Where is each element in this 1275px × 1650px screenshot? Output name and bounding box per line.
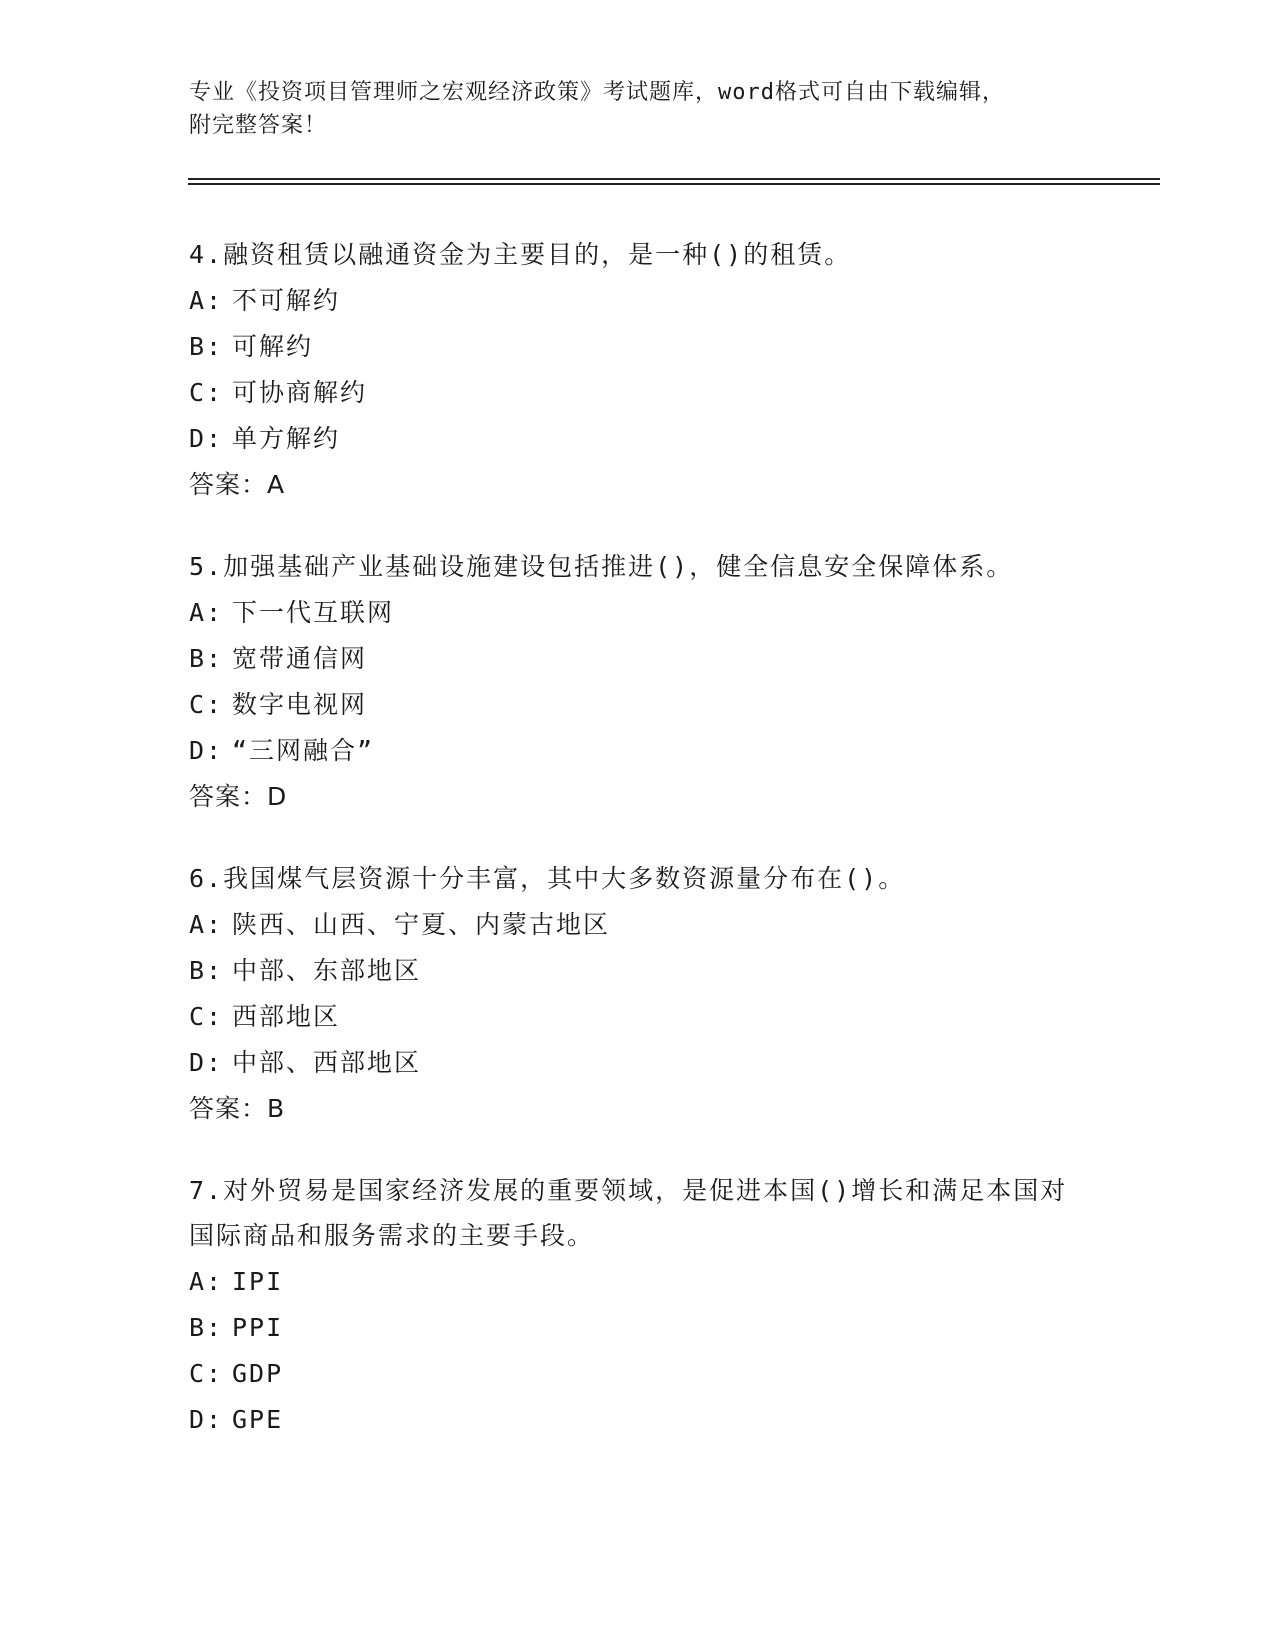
option-text: “三网融合”: [232, 736, 375, 765]
header-divider-top: [188, 178, 1160, 180]
option-letter: B:: [189, 332, 224, 361]
option-text: 不可解约: [232, 286, 341, 315]
option-letter: A:: [189, 910, 224, 939]
option-d: [189, 728, 1089, 774]
option-text: 可协商解约: [232, 378, 368, 407]
question-list: [189, 232, 1089, 1479]
option-text: 中部、西部地区: [232, 1048, 422, 1077]
option-a: [189, 902, 1089, 948]
option-c: [189, 370, 1089, 416]
option-a: [189, 1259, 1089, 1305]
option-text: GPE: [232, 1405, 284, 1434]
option-letter: A:: [189, 1267, 224, 1296]
header-divider-bottom: [188, 183, 1160, 185]
question-stem: 5.加强基础产业基础设施建设包括推进()，健全信息安全保障体系。: [189, 552, 1014, 581]
option-a: [189, 590, 1089, 636]
option-text: 下一代互联网: [232, 598, 395, 627]
option-b: [189, 948, 1089, 994]
option-text: 单方解约: [232, 424, 341, 453]
option-letter: A:: [189, 286, 224, 315]
option-text: 陕西、山西、宁夏、内蒙古地区: [232, 910, 611, 939]
option-text: 可解约: [232, 332, 314, 361]
question-stem: 7.对外贸易是国家经济发展的重要领域，是促进本国()增长和满足本国对国际商品和服务需求的主要手段。: [189, 1176, 1068, 1250]
document-header: [189, 76, 1089, 142]
option-letter: B:: [189, 644, 224, 673]
option-letter: C:: [189, 690, 224, 719]
option-letter: D:: [189, 736, 224, 765]
option-letter: C:: [189, 1359, 224, 1388]
option-d: [189, 416, 1089, 462]
option-text: PPI: [232, 1313, 284, 1342]
answer-line: 答案：A: [189, 470, 286, 499]
option-b: [189, 1305, 1089, 1351]
question-4: [189, 232, 1089, 508]
answer-line: 答案：B: [189, 1094, 286, 1123]
question-7: [189, 1168, 1089, 1443]
header-line-2: 附完整答案！: [189, 113, 328, 138]
option-letter: A:: [189, 598, 224, 627]
option-letter: D:: [189, 1405, 224, 1434]
option-text: 西部地区: [232, 1002, 341, 1031]
header-line-1: 专业《投资项目管理师之宏观经济政策》考试题库，word格式可自由下载编辑，: [189, 80, 1005, 105]
option-letter: D:: [189, 424, 224, 453]
question-5: [189, 544, 1089, 820]
option-letter: B:: [189, 956, 224, 985]
question-stem: 6.我国煤气层资源十分丰富，其中大多数资源量分布在()。: [189, 864, 906, 893]
question-6: [189, 856, 1089, 1132]
option-c: [189, 1351, 1089, 1397]
option-letter: D:: [189, 1048, 224, 1077]
option-letter: C:: [189, 378, 224, 407]
option-d: [189, 1040, 1089, 1086]
option-text: 宽带通信网: [232, 644, 368, 673]
option-b: [189, 324, 1089, 370]
option-text: IPI: [232, 1267, 284, 1296]
question-stem: 4.融资租赁以融通资金为主要目的，是一种()的租赁。: [189, 240, 852, 269]
option-letter: B:: [189, 1313, 224, 1342]
option-c: [189, 994, 1089, 1040]
option-a: [189, 278, 1089, 324]
option-text: GDP: [232, 1359, 284, 1388]
option-text: 数字电视网: [232, 690, 368, 719]
option-letter: C:: [189, 1002, 224, 1031]
answer-line: 答案：D: [189, 782, 288, 811]
option-text: 中部、东部地区: [232, 956, 422, 985]
option-c: [189, 682, 1089, 728]
option-d: [189, 1397, 1089, 1443]
option-b: [189, 636, 1089, 682]
